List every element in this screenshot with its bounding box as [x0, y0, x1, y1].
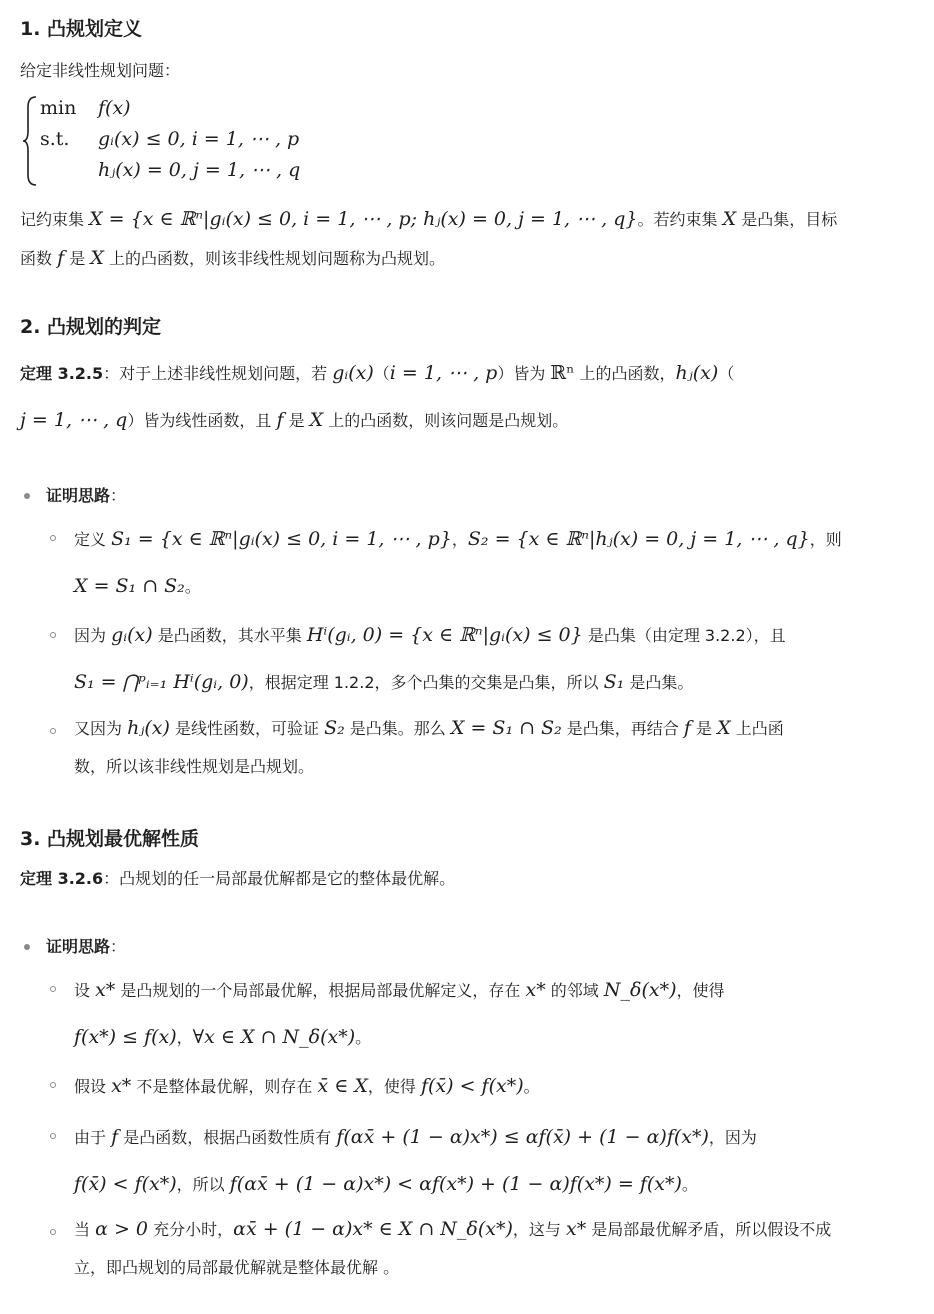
- theorem-3-2-5-line-2: j = 1, ⋯ , q）皆为线性函数，且 f 是 X 上的凸函数，则该问题是凸规划。: [20, 409, 569, 431]
- bullet-dot: [24, 944, 30, 950]
- section-1-definition-line-1: 记约束集 X = {x ∈ ℝⁿ|gᵢ(x) ≤ 0, i = 1, ⋯ , p; hⱼ(x) = 0, j = 1, ⋯ , q}。若约束集 X 是凸集，目标: [20, 208, 838, 230]
- proof-2-item-2: 假设 x* 不是整体最优解，则存在 x̄ ∈ X，使得 f(x̄) < f(x*)。: [74, 1075, 540, 1097]
- bullet-dot: [24, 493, 30, 499]
- system-row-objective: min f(x): [40, 97, 131, 119]
- optimization-system: [22, 95, 362, 187]
- section-2-heading: 2. 凸规划的判定: [20, 316, 162, 338]
- section-1-intro: 给定非线性规划问题：: [20, 61, 181, 80]
- proof-2-item-3: 由于 f 是凸函数，根据凸函数性质有 f(αx̄ + (1 − α)x*) ≤ αf(x̄) + (1 − α)f(x*)，因为 f(x̄) < f(x*)，所以 f(αx̄ + (1 − α)x*) < αf(x*) + (1 − α)f(x*) = f(x*)。: [74, 1126, 757, 1195]
- sub-bullet-circle: [50, 1133, 56, 1139]
- sub-bullet-circle: [50, 535, 56, 541]
- proof-1-item-2: 因为 gᵢ(x) 是凸函数，其水平集 Hⁱ(gᵢ, 0) = {x ∈ ℝⁿ|gᵢ(x) ≤ 0} 是凸集（由定理 3.2.2），且 S₁ = ⋂ᵖᵢ₌₁ Hⁱ(gᵢ, 0)，根据定理 1.2.2，多个凸集的交集是凸集，所以 S₁ 是凸集。: [74, 624, 786, 693]
- proof-2-item-4: 当 α > 0 充分小时，αx̄ + (1 − α)x* ∈ X ∩ N_δ(x*)，这与 x* 是局部最优解矛盾，所以假设不成 立，即凸规划的局部最优解就是整体最优解 。: [74, 1218, 832, 1277]
- proof-1-item-3: 又因为 hⱼ(x) 是线性函数，可验证 S₂ 是凸集。那么 X = S₁ ∩ S₂ 是凸集，再结合 f 是 X 上凸函 数，所以该非线性规划是凸规划。: [74, 717, 784, 776]
- sub-bullet-circle: [50, 986, 56, 992]
- system-row-equality: hⱼ(x) = 0, j = 1, ⋯ , q: [98, 159, 301, 181]
- system-row-inequality: s.t. gᵢ(x) ≤ 0, i = 1, ⋯ , p: [40, 128, 300, 150]
- theorem-3-2-5-line-1: 定理 3.2.5：对于上述非线性规划问题，若 gᵢ(x)（i = 1, ⋯ , p）皆为 ℝⁿ 上的凸函数，hⱼ(x)（: [20, 362, 735, 384]
- sub-bullet-circle: [50, 1082, 56, 1088]
- proof-heading-1: 证明思路：: [46, 486, 127, 505]
- sub-bullet-circle: [50, 728, 56, 734]
- sub-bullet-circle: [50, 1229, 56, 1235]
- sub-bullet-circle: [50, 632, 56, 638]
- proof-1-item-1: 定义 S₁ = {x ∈ ℝⁿ|gᵢ(x) ≤ 0, i = 1, ⋯ , p}，S₂ = {x ∈ ℝⁿ|hⱼ(x) = 0, j = 1, ⋯ , q}，则 X = S₁ ∩ S₂。: [74, 528, 842, 597]
- section-1-definition-line-2: 函数 f 是 X 上的凸函数，则该非线性规划问题称为凸规划。: [20, 247, 445, 269]
- proof-2-item-1: 设 x* 是凸规划的一个局部最优解，根据局部最优解定义，存在 x* 的邻域 N_δ(x*)，使得 f(x*) ≤ f(x)，∀x ∈ X ∩ N_δ(x*)。: [74, 979, 725, 1048]
- section-3-heading: 3. 凸规划最优解性质: [20, 828, 200, 850]
- section-1-heading: 1. 凸规划定义: [20, 18, 143, 40]
- left-brace-icon: [22, 95, 38, 187]
- proof-heading-2: 证明思路：: [46, 937, 127, 956]
- theorem-3-2-6: 定理 3.2.6：凸规划的任一局部最优解都是它的整体最优解。: [20, 869, 456, 888]
